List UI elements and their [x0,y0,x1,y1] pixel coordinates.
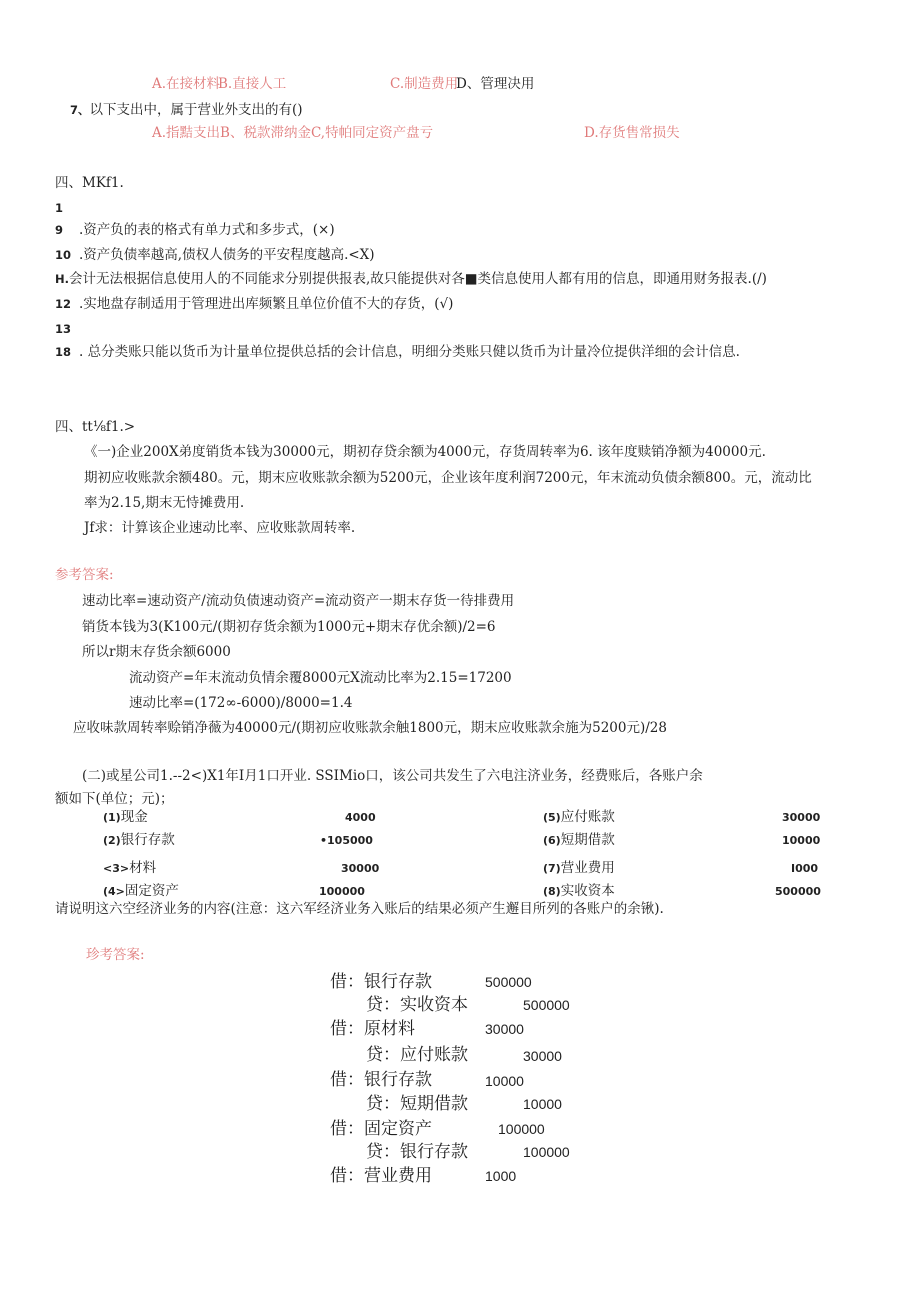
entry-1-value: 500000 [485,974,532,990]
entries-answer-label: 珍考答案: [86,947,145,963]
q6-option-a: A.在接材料 [152,76,221,92]
calc-answer-label: 参考答案: [55,567,114,583]
calc-answer-4: 流动资产=年末流动负情余覆8000元X流动比率为2.15=17200 [129,670,512,686]
calc-answer-1: 速动比率=速动资产/流动负债速动资产=流动资产一期末存货一待排费用 [82,593,515,609]
q6-option-d: D、管理决用 [456,76,535,92]
entry-1-label: 借：银行存款 [330,972,432,992]
entry-3-value: 30000 [485,1021,524,1037]
calc-question-line-2: 期初应收账款余额480。元，期末应收账款余额为5200元，企业该年度利润7200元，年末流动负债余额800。元，流动比 [84,470,812,486]
account-left-3-value: 30000 [341,862,380,875]
account-right-7: (7)营业费用 [543,860,615,876]
entry-6-label: 贷：短期借款 [366,1094,468,1114]
entry-5-value: 10000 [485,1073,524,1089]
account-left-4-value: 100000 [319,885,365,898]
entry-7-value: 100000 [498,1121,545,1137]
q6-option-c: C.制造费用 [390,76,459,92]
judge-item-11: H.会计无法根据信息使用人的不同能求分别提供报表,故只能提供对各■类信息使用人都有用的信息，即通用财务报表.(/) [55,271,767,287]
account-left-1: (1)现金 [103,809,148,825]
calc-answer-6: 应收味款周转率赊销净薇为40000元/(期初应收账款余触1800元，期末应收账款余施为5200元)/28 [73,720,667,736]
judge-number-1: 1 [55,201,64,215]
judge-item-18: 18 . 总分类账只能以货币为计量单位提供总括的会计信息，明细分类账只健以货币为计量冷位提供洋细的会计信息. [55,344,740,360]
account-right-5: (5)应付账款 [543,809,615,825]
entry-4-value: 30000 [523,1048,562,1064]
entry-8-value: 100000 [523,1144,570,1160]
account-right-6-value: 10000 [782,834,821,847]
account-left-1-value: 4000 [345,811,376,824]
calc-heading: 四、tt⅛f1.> [55,419,136,435]
entry-4-label: 贷：应付账款 [366,1045,468,1065]
entry-5-label: 借：银行存款 [330,1070,432,1090]
account-left-3: <3>材料 [103,860,157,876]
account-right-8: (8)实收资本 [543,883,615,899]
account-left-2-value: •105000 [320,834,373,847]
calc-answer-3: 所以r期末存货余额6000 [82,644,231,660]
accounts-instruction: 请说明这六空经济业务的内容(注意：这六军经济业务入账后的结果必须产生邂目所列的各账户的余锹). [55,901,664,917]
entry-8-label: 贷：银行存款 [366,1142,468,1162]
account-right-7-value: I000 [791,862,819,875]
calc-answer-2: 销货本钱为3(K100元/(期初存货余额为1000元+期末存优余额)/2=6 [82,619,496,635]
judge-item-13: 13 [55,322,72,336]
calc-requirement: Jf求：计算该企业速动比率、应收账款周转率. [84,520,356,536]
judge-item-10: 10 .资产负债率越高,债权人债务的平安程度越高.<X) [55,247,375,263]
q7-options-abc: A.指黠支出B、税款滞纳金C,特帕同定资产盘亏 [152,125,434,141]
calc-question-line-3: 率为2.15,期末无恃摊费用. [84,495,245,511]
judge-item-9: 9 .资产负的表的格式有单力式和多步式，(×) [55,222,335,238]
account-right-6: (6)短期借款 [543,832,615,848]
judge-item-12: 12 .实地盘存制适用于管理进出库频繁且单位价值不大的存货，(√) [55,296,454,312]
entry-3-label: 借：原材料 [330,1019,415,1039]
q6-option-b: B.直接人工 [218,76,287,92]
accounts-intro-1: (二)或星公司1.--2<)X1年I月1口开业. SSIMio口，该公司共发生了六电注济业务，经费账后，各账户余 [82,768,703,784]
entry-7-label: 借：固定资产 [330,1119,432,1139]
q7-option-d: D.存货售常损失 [584,125,680,141]
q7-question: 7、以下支出中，属于营业外支出的有() [70,102,303,118]
entry-9-label: 借：营业费用 [330,1166,432,1186]
account-right-5-value: 30000 [782,811,821,824]
entry-6-value: 10000 [523,1096,562,1112]
calc-question-line-1: 《一)企业200X弟度销货本钱为30000元，期初存贷余额为4000元，存货周转率为6. 该年度赎销净额为40000元. [84,444,766,460]
judge-heading: 四、MKf1. [55,175,124,191]
calc-answer-5: 速动比率=(172∞-6000)/8000=1.4 [129,695,353,711]
account-right-8-value: 500000 [775,885,821,898]
entry-2-label: 贷：实收资本 [366,995,468,1015]
entry-9-value: 1000 [485,1168,517,1184]
accounts-intro-2: 额如下(单位；元)； [55,791,174,807]
entry-2-value: 500000 [523,997,570,1013]
account-left-4: (4>固定资产 [103,883,179,899]
account-left-2: (2)银行存款 [103,832,175,848]
